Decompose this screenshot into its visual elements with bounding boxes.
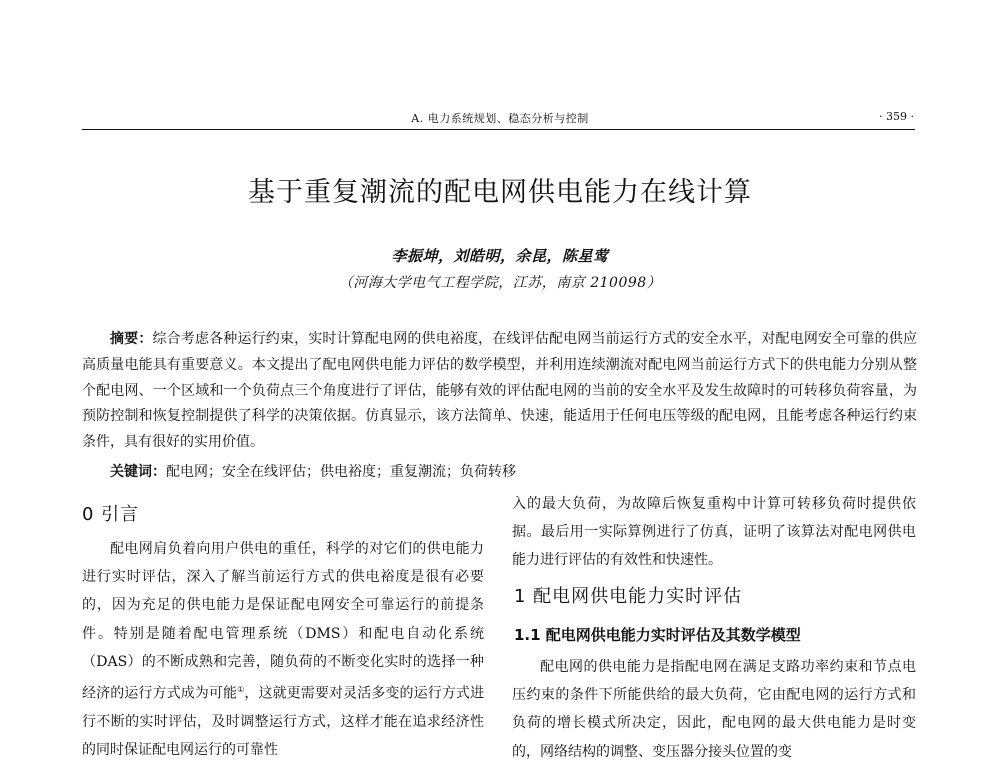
abstract (82, 327, 917, 456)
keywords-label: 关键词： (110, 464, 166, 480)
section-0-text-b: ，这就更需要对灵活多变的运行方式进行不断的实时评估，及时调整运行方式，这样才能在追求经济性的同时保证配电网运行的可靠性 (82, 685, 485, 759)
running-head (0, 108, 1000, 130)
header-rule (82, 129, 915, 130)
keywords-text: 配电网；安全在线评估；供电裕度；重复潮流；负荷转移 (166, 464, 516, 480)
section-0-continuation: 入的最大负荷，为故障后恢复重构中计算可转移负荷时提供依据。最后用一实际算例进行了仿真，证明了该算法对配电网供电能力进行评估的有效性和快速性。 (512, 496, 916, 569)
keywords (82, 460, 917, 486)
section-0-paragraph (82, 535, 484, 764)
section-1-1-body (512, 653, 916, 766)
paper-title: 基于重复潮流的配电网供电能力在线计算 (248, 177, 752, 208)
running-head-title: A. 电力系统规划、稳态分析与控制 (411, 112, 589, 125)
authors: 李振坤，刘皓明，余昆，陈星莺 (391, 247, 609, 265)
section-1-1-paragraph: 配电网的供电能力是指配电网在满足支路功率约束和节点电压约束的条件下所能供给的最大负荷，它由配电网的运行方式和负荷的增长模式所决定，因此，配电网的最大供电能力是时变的，网络结构的调整、变压器分接头位置的变 (512, 659, 916, 760)
section-0-text-a: 配电网肩负着向用户供电的重任，科学的对它们的供电能力进行实时评估，深入了解当前运行方式的供电裕度是很有必要的，因为充足的供电能力是保证配电网安全可靠运行的前提条件。特别是随着配电管理系统（DMS）和配电自动化系统（DAS）的不断成熟和完善，随负荷的不断变化实时的选择一种经济的运行方式成为可能 (82, 541, 484, 702)
affiliation: （河海大学电气工程学院，江苏，南京 210098） (338, 275, 662, 291)
page-number: · 359 · (879, 110, 914, 123)
abstract-text: 综合考虑各种运行约束，实时计算配电网的供电裕度，在线评估配电网当前运行方式的安全水平，对配电网安全可靠的供应高质量电能具有重要意义。本文提出了配电网供电能力评估的数学模型，并利用连续潮流对配电网当前运行方式下的供电能力分别从整个配电网、一个区域和一个负荷点三个角度进行了评估，能够有效的评估配电网的当前的安全水平及发生故障时的可转移负荷容量，为预防控制和恢复控制提供了科学的决策依据。仿真显示，该方法简单、快速，能适用于任何电压等级的配电网，且能考虑各种运行约束条件，具有很好的实用价值。 (82, 331, 917, 451)
abstract-label: 摘要： (110, 331, 153, 347)
left-column (82, 535, 484, 764)
reference-mark: ① (237, 685, 245, 695)
section-0-heading: 0 引言 (82, 504, 140, 525)
section-1-1-heading: 1.1 配电网供电能力实时评估及其数学模型 (514, 626, 801, 644)
section-1-heading: 1 配电网供电能力实时评估 (514, 586, 743, 607)
right-column (512, 490, 916, 575)
